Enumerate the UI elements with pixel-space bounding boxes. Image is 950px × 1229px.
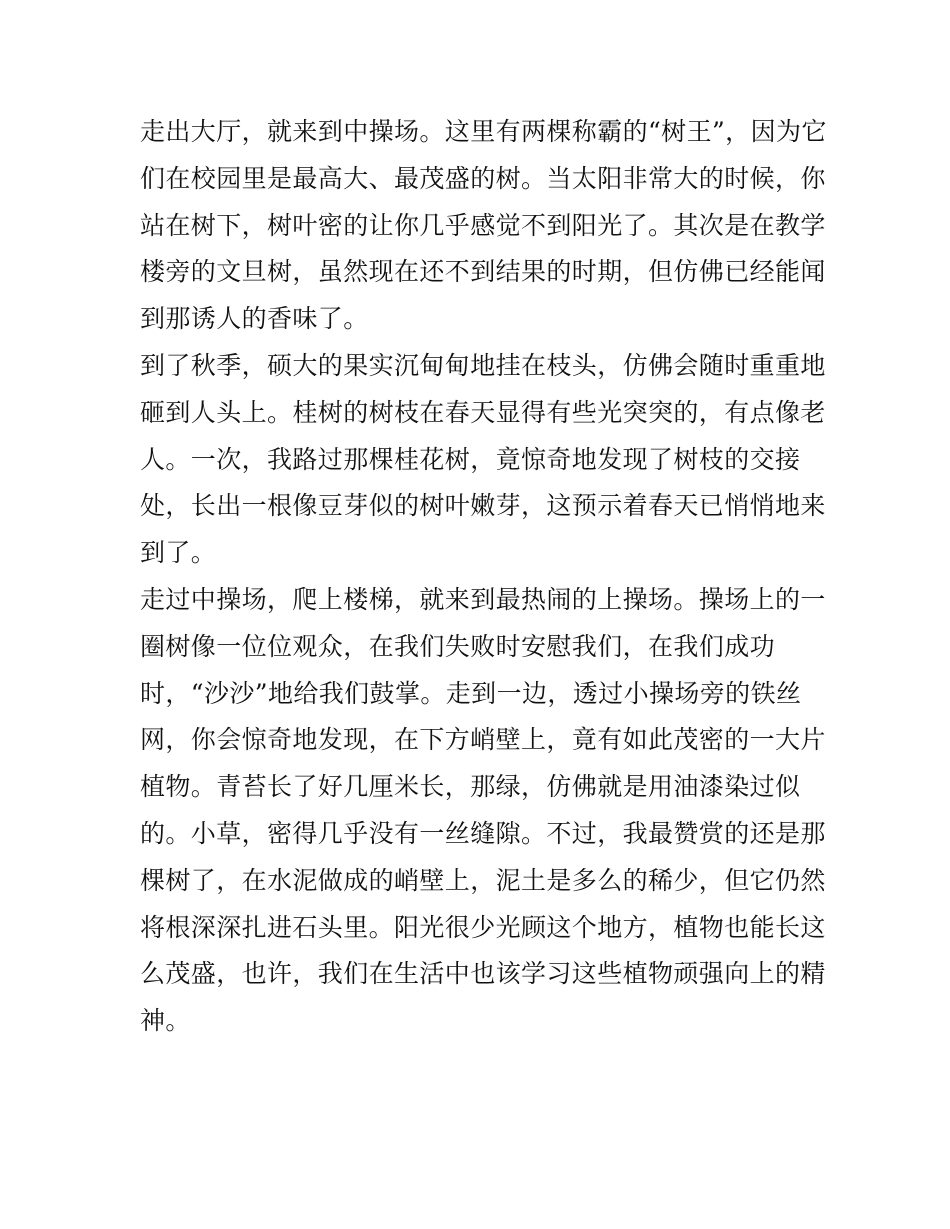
text-line: 到了。	[140, 538, 217, 568]
text-line: 人。一次，我路过那棵桂花树，竟惊奇地发现了树枝的交接	[140, 444, 801, 474]
document-body	[140, 109, 827, 1045]
text-line: 处，长出一根像豆芽似的树叶嫩芽，这预示着春天已悄悄地来	[140, 491, 826, 521]
paragraph	[140, 343, 826, 577]
text-line: 的。小草，密得几乎没有一丝缝隙。不过，我最赞赏的还是那	[140, 818, 826, 848]
text-line: 时，“沙沙”地给我们鼓掌。走到一边，透过小操场旁的铁丝	[140, 678, 802, 708]
text-line: 么茂盛，也许，我们在生活中也该学习这些植物顽强向上的精	[140, 959, 826, 989]
text-line: 将根深深扎进石头里。阳光很少光顾这个地方，植物也能长这	[140, 912, 826, 942]
text-line: 砸到人头上。桂树的树枝在春天显得有些光突突的，有点像老	[140, 397, 826, 427]
text-line: 到了秋季，硕大的果实沉甸甸地挂在枝头，仿佛会随时重重地	[140, 350, 826, 380]
text-line: 走出大厅，就来到中操场。这里有两棵称霸的“树王”，因为它	[140, 117, 827, 146]
text-line: 棵树了，在水泥做成的峭壁上，泥土是多么的稀少，但它仍然	[140, 865, 826, 895]
text-line: 到那诱人的香味了。	[140, 304, 369, 334]
text-line: 走过中操场，爬上楼梯，就来到最热闹的上操场。操场上的一	[140, 584, 826, 614]
text-line: 站在树下，树叶密的让你几乎感觉不到阳光了。其次是在教学	[140, 210, 826, 240]
paragraph	[140, 109, 827, 343]
paragraph	[140, 577, 826, 1045]
text-line: 圈树像一位位观众，在我们失败时安慰我们，在我们成功	[140, 631, 776, 661]
text-line: 网，你会惊奇地发现，在下方峭壁上，竟有如此茂密的一大片	[140, 725, 826, 755]
text-line: 植物。青苔长了好几厘米长，那绿，仿佛就是用油漆染过似	[140, 772, 801, 802]
text-line: 楼旁的文旦树，虽然现在还不到结果的时期，但仿佛已经能闻	[140, 257, 826, 287]
text-line: 神。	[140, 1006, 191, 1036]
text-line: 们在校园里是最高大、最茂盛的树。当太阳非常大的时候，你	[140, 163, 826, 193]
